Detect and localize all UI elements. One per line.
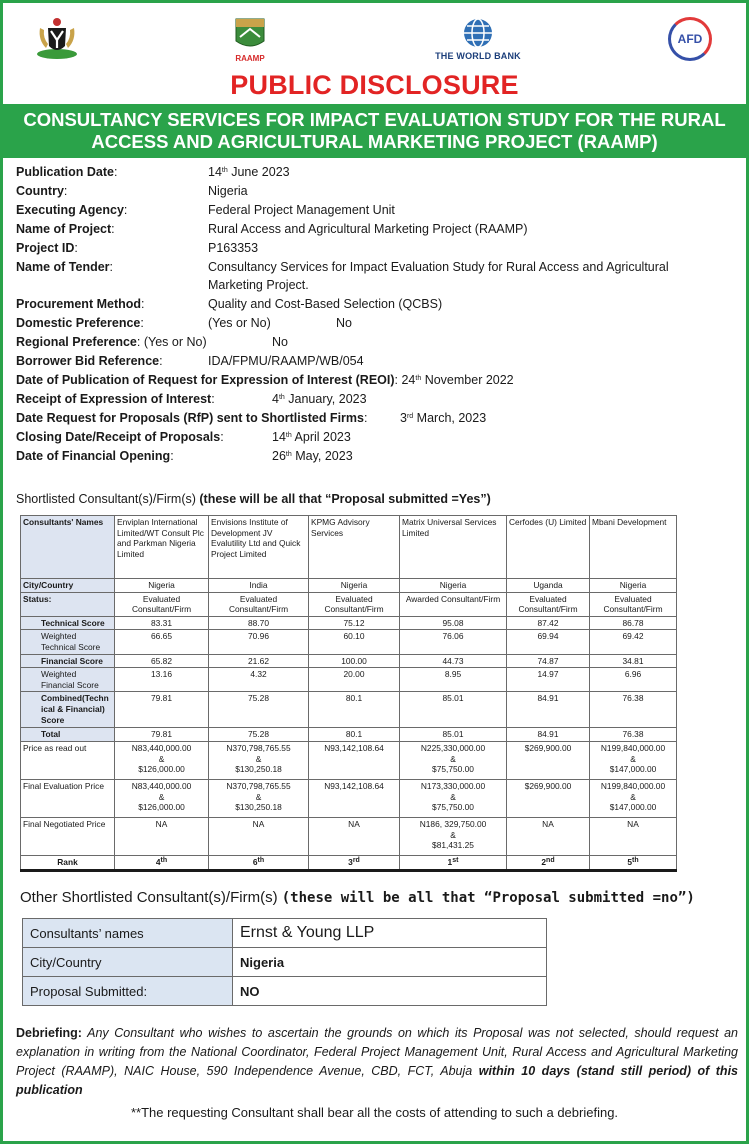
row-label-status: Status: <box>21 592 115 616</box>
info-project-id: Project ID: P163353 <box>16 241 259 255</box>
results-row-country <box>21 579 677 593</box>
results-row-total <box>21 728 677 742</box>
cell-final-negotiated-1 <box>115 817 209 855</box>
cell-country-3: Nigeria <box>309 579 400 593</box>
cell-combined-3: 80.1 <box>309 692 400 728</box>
cell-final-negotiated-5 <box>507 817 590 855</box>
cell-financial-1: 65.82 <box>115 654 209 668</box>
cell-price-read-1 <box>115 741 209 779</box>
cell-rank-3 <box>309 855 400 870</box>
cell-line: $130,250.18 <box>235 764 282 775</box>
cell-total-5: 84.91 <box>507 728 590 742</box>
info-tender: Name of Tender: Consultancy Services for Impact Evaluation Study for Rural Access and Agricultural <box>16 260 669 274</box>
cell-final-eval-price-5 <box>507 779 590 817</box>
cell-price-read-2 <box>209 741 309 779</box>
cell-combined-2: 75.28 <box>209 692 309 728</box>
row-label-combined: Combined(Techn ical & Financial) Score <box>21 692 115 728</box>
cell-name-2: Envisions Institute of Development JV Evalutility Ltd and Quick Project Limited <box>209 516 309 579</box>
cell-country-4: Nigeria <box>400 579 507 593</box>
cell-total-4: 85.01 <box>400 728 507 742</box>
cell-technical-2: 88.70 <box>209 616 309 630</box>
results-row-final-eval-price <box>21 779 677 817</box>
row-label-price-read: Price as read out <box>21 741 115 779</box>
cell-final-eval-price-6 <box>590 779 677 817</box>
other-names-value: Ernst & Young LLP <box>233 919 547 948</box>
afd-logo-circle <box>668 17 712 61</box>
cell-weighted-technical-2: 70.96 <box>209 630 309 654</box>
cell-line: $75,750.00 <box>432 764 474 775</box>
cell-total-6: 76.38 <box>590 728 677 742</box>
cell-line: N93,142,108.64 <box>324 780 384 791</box>
cell-final-negotiated-2 <box>209 817 309 855</box>
rank-number: 6 <box>252 856 258 867</box>
results-row-technical <box>21 616 677 630</box>
cell-line: N83,440,000.00 <box>131 780 192 791</box>
info-borrower-reference: Borrower Bid Reference: IDA/FPMU/RAAMP/WB/054 <box>16 354 364 368</box>
cell-weighted-financial-4: 8.95 <box>400 668 507 692</box>
cell-technical-5: 87.42 <box>507 616 590 630</box>
cell-final-negotiated-3 <box>309 817 400 855</box>
other-submitted-value: NO <box>233 977 547 1006</box>
cell-line: & <box>630 753 636 764</box>
cell-line: $269,900.00 <box>524 742 572 753</box>
cell-rank-5 <box>507 855 590 870</box>
coat-of-arms-icon <box>32 14 82 64</box>
results-row-weighted-technical <box>21 630 677 654</box>
evaluation-results-table <box>20 515 677 872</box>
cell-name-5: Cerfodes (U) Limited <box>507 516 590 579</box>
cell-weighted-technical-5: 69.94 <box>507 630 590 654</box>
shortlist-heading: Shortlisted Consultant(s)/Firm(s) (these will be all that “Proposal submitted =Yes”) <box>16 492 491 506</box>
cell-line: $75,750.00 <box>432 802 474 813</box>
other-submitted-label: Proposal Submitted: <box>23 977 233 1006</box>
cell-line: & <box>450 753 456 764</box>
rank-suffix: th <box>160 856 168 864</box>
cell-weighted-financial-1: 13.16 <box>115 668 209 692</box>
cell-financial-5: 74.87 <box>507 654 590 668</box>
info-domestic-preference: Domestic Preference: (Yes or No) No <box>16 316 352 330</box>
cell-status-4: Awarded Consultant/Firm <box>400 592 507 616</box>
subtitle-line-2: ACCESS AND AGRICULTURAL MARKETING PROJECT (RAAMP) <box>91 131 658 152</box>
cell-weighted-financial-3: 20.00 <box>309 668 400 692</box>
info-rfp-date: Date Request for Proposals (RfP) sent to Shortlisted Firms: 3rd March, 2023 <box>16 411 487 425</box>
other-row-submitted <box>23 977 547 1006</box>
other-row-names <box>23 919 547 948</box>
cell-line: NA <box>542 818 554 829</box>
cell-line: $269,900.00 <box>524 780 572 791</box>
cell-final-eval-price-4 <box>400 779 507 817</box>
cell-line: N225,330,000.00 <box>420 742 486 753</box>
cell-final-eval-price-3 <box>309 779 400 817</box>
other-names-label: Consultants’ names <box>23 919 233 948</box>
row-label-final-eval-price: Final Evaluation Price <box>21 779 115 817</box>
cell-rank-6 <box>590 855 677 870</box>
cell-combined-5: 84.91 <box>507 692 590 728</box>
cell-weighted-financial-2: 4.32 <box>209 668 309 692</box>
cell-rank-1 <box>115 855 209 870</box>
results-row-rank <box>21 855 677 870</box>
row-label-total: Total <box>21 728 115 742</box>
info-project-name: Name of Project: Rural Access and Agricultural Marketing Project (RAAMP) <box>16 222 528 236</box>
cell-financial-2: 21.62 <box>209 654 309 668</box>
cell-line: N199,840,000.00 <box>600 780 666 791</box>
cell-technical-6: 86.78 <box>590 616 677 630</box>
cell-country-1: Nigeria <box>115 579 209 593</box>
cell-line: N186, 329,750.00 <box>419 818 487 829</box>
rank-suffix: th <box>257 856 265 864</box>
cell-line: & <box>630 791 636 802</box>
info-executing-agency: Executing Agency: Federal Project Management Unit <box>16 203 395 217</box>
results-row-financial <box>21 654 677 668</box>
nigeria-coat-of-arms-logo <box>30 8 84 70</box>
debriefing-deadline: within 10 days (stand still period) of this publication <box>16 1064 738 1097</box>
cell-status-3: Evaluated Consultant/Firm <box>309 592 400 616</box>
cell-country-6: Nigeria <box>590 579 677 593</box>
cell-line: & <box>450 791 456 802</box>
cell-combined-6: 76.38 <box>590 692 677 728</box>
cell-line: N173,330,000.00 <box>420 780 486 791</box>
cell-financial-3: 100.00 <box>309 654 400 668</box>
cell-line: NA <box>252 818 265 829</box>
cell-price-read-3 <box>309 741 400 779</box>
cell-line: $126,000.00 <box>138 802 185 813</box>
results-row-name <box>21 516 677 579</box>
cell-final-negotiated-4 <box>400 817 507 855</box>
row-label-name: Consultants' Names <box>21 516 115 579</box>
raamp-emblem-icon <box>230 15 270 53</box>
rank-suffix: nd <box>546 856 555 864</box>
cell-technical-3: 75.12 <box>309 616 400 630</box>
logo-strip <box>0 8 749 70</box>
cell-weighted-technical-1: 66.65 <box>115 630 209 654</box>
cell-combined-1: 79.81 <box>115 692 209 728</box>
info-regional-preference: Regional Preference: (Yes or No) No <box>16 335 288 349</box>
info-publication-date: Publication Date: 14th June 2023 <box>16 165 290 179</box>
cell-line: $147,000.00 <box>609 764 657 775</box>
cell-country-5: Uganda <box>507 579 590 593</box>
other-country-label: City/Country <box>23 948 233 977</box>
debriefing-paragraph <box>16 1024 738 1100</box>
cell-weighted-financial-5: 14.97 <box>507 668 590 692</box>
rank-number: 2 <box>541 856 547 867</box>
world-bank-logo-text: THE WORLD BANK <box>435 51 521 61</box>
cell-price-read-5 <box>507 741 590 779</box>
cell-rank-4 <box>400 855 507 870</box>
results-row-final-negotiated <box>21 817 677 855</box>
cell-line: $126,000.00 <box>138 764 185 775</box>
subtitle-line-1: CONSULTANCY SERVICES FOR IMPACT EVALUATION STUDY FOR THE RURAL <box>23 109 726 130</box>
debriefing-body: Any Consultant who wishes to ascertain the grounds on which its Proposal was not selected, should request an explanation in writing from the National Coordinator, Federal Project Management Unit, Rural Access and Agricultural Marketing Project (RAAMP), NAIC House, 590 Independence Avenue, CBD, FCT, Abuja <box>16 1026 738 1078</box>
results-row-combined <box>21 692 677 728</box>
results-row-status <box>21 592 677 616</box>
other-shortlist-heading: Other Shortlisted Consultant(s)/Firm(s) (these will be all that “Proposal submitted =no”) <box>20 889 695 906</box>
row-label-financial: Financial Score <box>21 654 115 668</box>
info-closing-date: Closing Date/Receipt of Proposals: 14th April 2023 <box>16 430 351 444</box>
other-row-country <box>23 948 547 977</box>
cell-line: & <box>450 829 456 840</box>
cell-weighted-technical-4: 76.06 <box>400 630 507 654</box>
cell-final-eval-price-1 <box>115 779 209 817</box>
cell-line: N93,142,108.64 <box>324 742 384 753</box>
cell-line: N199,840,000.00 <box>600 742 666 753</box>
row-label-final-negotiated: Final Negotiated Price <box>21 817 115 855</box>
cell-financial-4: 44.73 <box>400 654 507 668</box>
cell-weighted-technical-6: 69.42 <box>590 630 677 654</box>
rank-suffix: th <box>632 856 639 864</box>
cell-technical-1: 83.31 <box>115 616 209 630</box>
rank-number: 1 <box>447 856 453 867</box>
cell-line: & <box>255 753 262 764</box>
cell-line: NA <box>155 818 168 829</box>
cell-line: $130,250.18 <box>235 802 282 813</box>
cell-price-read-6 <box>590 741 677 779</box>
cell-total-3: 80.1 <box>309 728 400 742</box>
afd-logo <box>664 8 716 70</box>
cell-price-read-4 <box>400 741 507 779</box>
raamp-logo-text: RAAMP <box>235 54 265 63</box>
cell-technical-4: 95.08 <box>400 616 507 630</box>
rank-number: 3 <box>348 856 353 867</box>
info-country: Country: Nigeria <box>16 184 248 198</box>
rank-suffix: rd <box>352 856 360 864</box>
cost-note: **The requesting Consultant shall bear all the costs of attending to such a debriefing. <box>130 1105 619 1120</box>
info-procurement-method: Procurement Method: Quality and Cost-Based Selection (QCBS) <box>16 297 443 311</box>
cell-final-negotiated-6 <box>590 817 677 855</box>
row-label-rank: Rank <box>21 855 115 870</box>
rank-suffix: st <box>452 856 459 864</box>
cell-total-2: 75.28 <box>209 728 309 742</box>
cell-rank-2 <box>209 855 309 870</box>
row-label-weighted-technical: Weighted Technical Score <box>21 630 115 654</box>
cell-name-4: Matrix Universal Services Limited <box>400 516 507 579</box>
cell-country-2: India <box>209 579 309 593</box>
globe-icon <box>462 17 494 49</box>
results-row-weighted-financial <box>21 668 677 692</box>
world-bank-logo <box>426 8 530 70</box>
page-title: PUBLIC DISCLOSURE <box>230 70 519 100</box>
cell-status-5: Evaluated Consultant/Firm <box>507 592 590 616</box>
rank-number: 5 <box>627 856 633 867</box>
cell-line: N83,440,000.00 <box>131 742 192 753</box>
cell-final-eval-price-2 <box>209 779 309 817</box>
cell-line: N370,798,765.55 <box>226 780 291 791</box>
rank-number: 4 <box>155 856 161 867</box>
info-receipt-eoi: Receipt of Expression of Interest: 4th January, 2023 <box>16 392 367 406</box>
cell-status-2: Evaluated Consultant/Firm <box>209 592 309 616</box>
cell-line: NA <box>627 818 639 829</box>
row-label-country: City/Country <box>21 579 115 593</box>
cell-line: $81,431.25 <box>432 840 474 851</box>
cell-combined-4: 85.01 <box>400 692 507 728</box>
other-consultants-table <box>22 918 547 1006</box>
results-row-price-read <box>21 741 677 779</box>
cell-line: N370,798,765.55 <box>226 742 291 753</box>
subtitle-banner <box>0 104 749 158</box>
raamp-logo <box>222 8 278 70</box>
cell-status-1: Evaluated Consultant/Firm <box>115 592 209 616</box>
row-label-technical: Technical Score <box>21 616 115 630</box>
cell-name-3: KPMG Advisory Services <box>309 516 400 579</box>
cell-name-6: Mbani Development <box>590 516 677 579</box>
cell-weighted-technical-3: 60.10 <box>309 630 400 654</box>
cell-status-6: Evaluated Consultant/Firm <box>590 592 677 616</box>
other-country-value: Nigeria <box>233 948 547 977</box>
cell-total-1: 79.81 <box>115 728 209 742</box>
cell-line: & <box>158 753 165 764</box>
cell-line: & <box>158 791 165 802</box>
cell-line: NA <box>348 818 360 829</box>
cell-line: $147,000.00 <box>609 802 657 813</box>
debriefing-label: Debriefing: <box>16 1026 82 1040</box>
info-reoi-date: Date of Publication of Request for Expression of Interest (REOI): 24th November 2022 <box>16 373 514 387</box>
row-label-weighted-financial: Weighted Financial Score <box>21 668 115 692</box>
cell-name-1: Enviplan International Limited/WT Consult Plc and Parkman Nigeria Limited <box>115 516 209 579</box>
cell-financial-6: 34.81 <box>590 654 677 668</box>
afd-logo-text: AFD <box>677 32 703 46</box>
info-financial-opening: Date of Financial Opening: 26th May, 2023 <box>16 449 353 463</box>
cell-weighted-financial-6: 6.96 <box>590 668 677 692</box>
cell-line: & <box>255 791 262 802</box>
